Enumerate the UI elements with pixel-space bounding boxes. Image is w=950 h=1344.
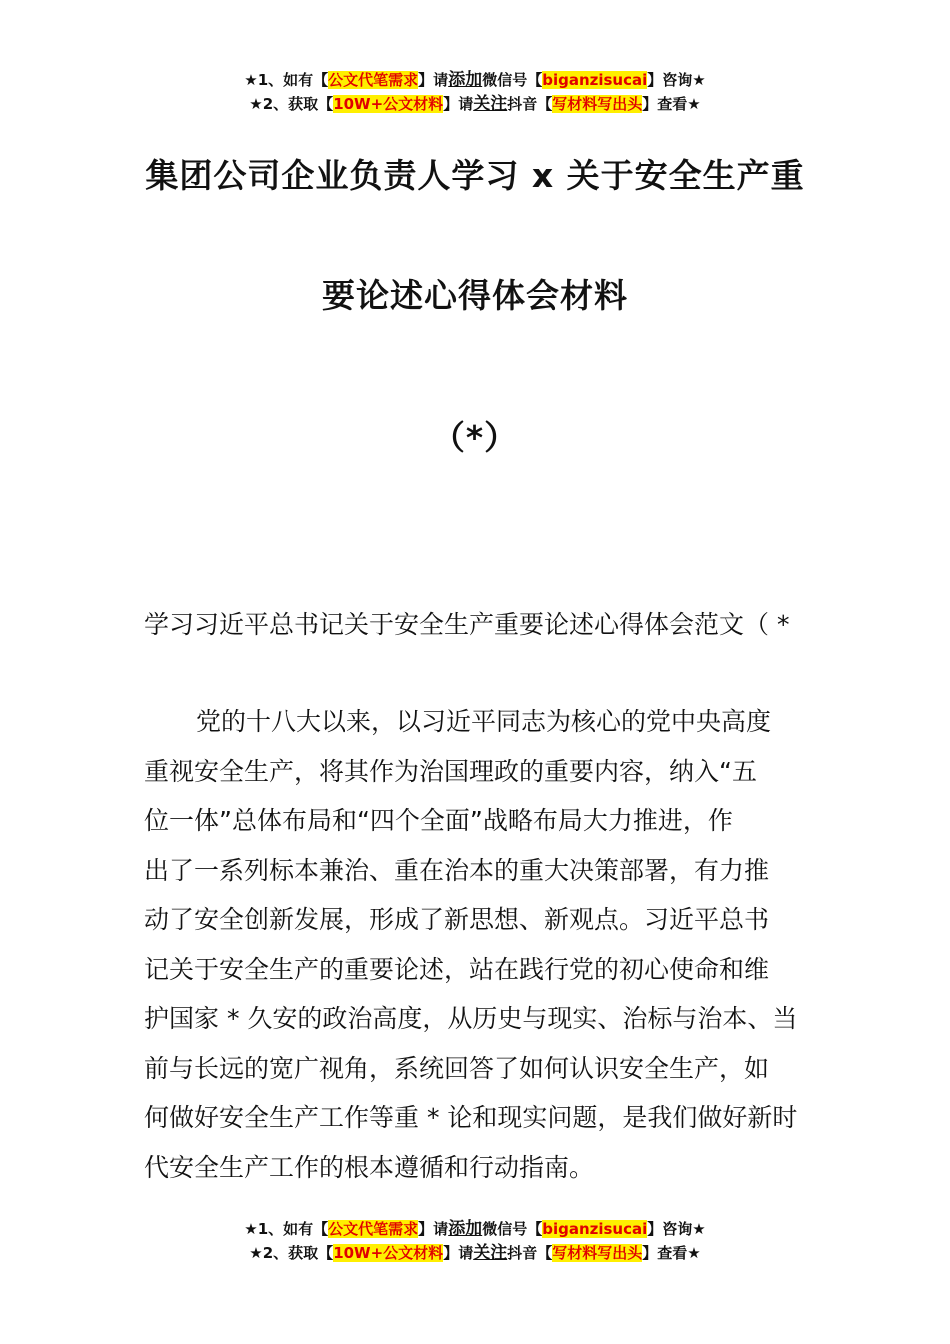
promo-underline: 添加 xyxy=(448,1219,483,1239)
promo-text: 微信号【 xyxy=(482,1220,543,1238)
promo-text: 】请 xyxy=(418,1220,449,1238)
promo-line-2 xyxy=(0,1241,950,1265)
paragraph-line: 出了一系列标本兼治、重在治本的重大决策部署，有力推 xyxy=(144,855,770,885)
paragraph-line: 动了安全创新发展，形成了新思想、新观点。习近平总书 xyxy=(144,905,770,934)
paragraph-line: 代安全生产工作的根本遵循和行动指南。 xyxy=(144,1152,595,1182)
promo-highlight: 10W+公文材料 xyxy=(333,95,444,113)
paragraph-line: 何做好安全生产工作等重 * 论和现实问题，是我们做好新时 xyxy=(144,1103,798,1132)
promo-highlight: 10W+公文材料 xyxy=(333,1244,444,1262)
promo-text: 微信号【 xyxy=(482,71,543,89)
paragraph-line: 记关于安全生产的重要论述，站在践行党的初心使命和维 xyxy=(144,954,770,984)
promo-underline: 关注 xyxy=(473,1243,508,1263)
promo-underline: 关注 xyxy=(473,94,508,114)
paragraph-line: 重视安全生产，将其作为治国理政的重要内容，纳入“五 xyxy=(144,756,757,786)
promo-text: 】咨询★ xyxy=(647,71,706,89)
promo-line-2 xyxy=(0,92,950,116)
promo-highlight: 写材料写出头 xyxy=(552,95,643,113)
paragraph-line: 党的十八大以来，以习近平同志为核心的党中央高度 xyxy=(196,707,772,736)
promo-text: 】查看★ xyxy=(642,95,701,113)
promo-highlight: 公文代笔需求 xyxy=(328,71,419,89)
promo-text: 】请 xyxy=(418,71,449,89)
paragraph-line: 前与长远的宽广视角，系统回答了如何认识安全生产，如 xyxy=(144,1053,770,1083)
document-subtitle: 学习习近平总书记关于安全生产重要论述心得体会范文（ * xyxy=(144,610,790,639)
promo-banner-bottom xyxy=(0,1217,950,1265)
promo-text: 抖音【 xyxy=(507,1244,553,1262)
promo-text: ★2、获取【 xyxy=(249,1244,334,1262)
promo-text: ★2、获取【 xyxy=(249,95,334,113)
promo-line-1 xyxy=(0,68,950,92)
promo-text: 】咨询★ xyxy=(647,1220,706,1238)
promo-text: 】请 xyxy=(443,1244,474,1262)
promo-highlight: 写材料写出头 xyxy=(552,1244,643,1262)
promo-text: ★1、如有【 xyxy=(244,71,329,89)
paragraph-line: 位一体”总体布局和“四个全面”战略布局大力推进，作 xyxy=(144,806,733,835)
promo-text: ★1、如有【 xyxy=(244,1220,329,1238)
promo-highlight: biganzisucai xyxy=(542,1220,648,1238)
promo-text: 】查看★ xyxy=(642,1244,701,1262)
promo-underline: 添加 xyxy=(448,70,483,90)
document-title-line-1: 集团公司企业负责人学习 x 关于安全生产重 xyxy=(145,156,805,195)
paragraph-line: 护国家 * 久安的政治高度，从历史与现实、治标与治本、当 xyxy=(144,1004,798,1033)
promo-line-1 xyxy=(0,1217,950,1241)
body-paragraph xyxy=(144,697,806,1192)
document-title-line-3: （*） xyxy=(431,418,519,457)
document-title-line-2: 要论述心得体会材料 xyxy=(322,276,628,315)
promo-text: 抖音【 xyxy=(507,95,553,113)
promo-banner-top xyxy=(0,68,950,116)
promo-text: 】请 xyxy=(443,95,474,113)
promo-highlight: 公文代笔需求 xyxy=(328,1220,419,1238)
promo-highlight: biganzisucai xyxy=(542,71,648,89)
